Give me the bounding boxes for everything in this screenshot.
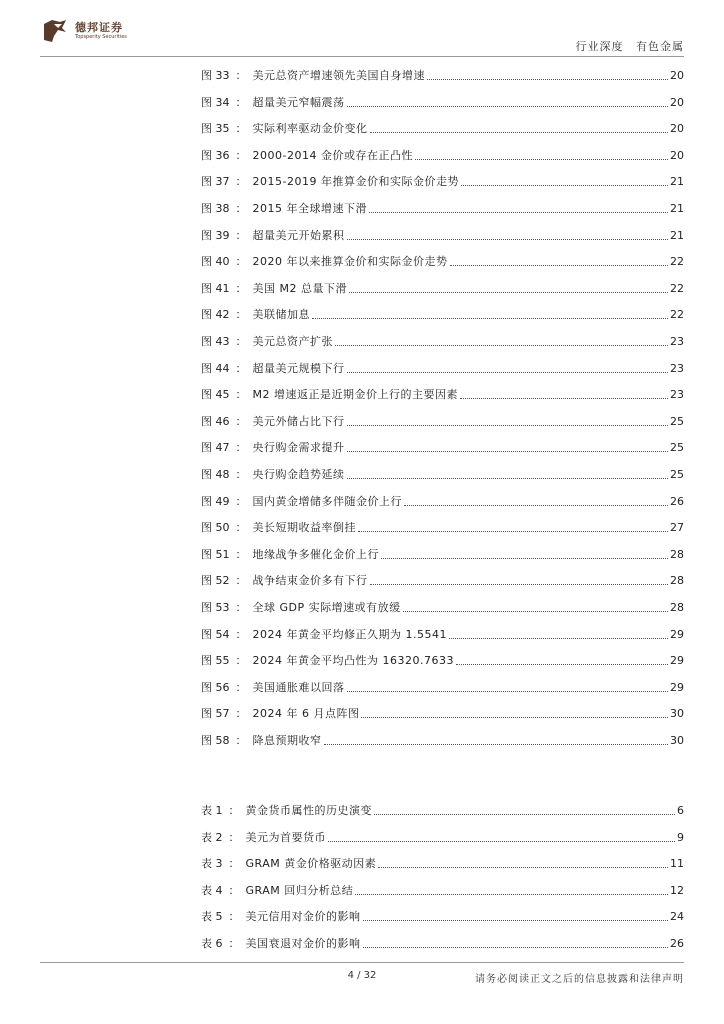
entry-page-number: 20 — [670, 148, 684, 162]
entry-title: M2 增速返正是近期金价上行的主要因素 — [252, 388, 458, 402]
entry-title: 战争结束金价多有下行 — [252, 574, 368, 588]
dot-leader — [450, 254, 669, 266]
entry-separator: ： — [235, 680, 247, 694]
entry-label: 表 2 — [201, 830, 223, 844]
dot-leader — [349, 281, 668, 293]
entry-separator: ： — [228, 804, 240, 817]
entry-label: 图 45 — [201, 388, 230, 402]
entry-separator: ： — [228, 883, 240, 897]
entry-title: 2024 年黄金平均修正久期为 1.5541 — [252, 627, 447, 641]
entry-separator: ： — [235, 228, 247, 242]
entry-separator: ： — [235, 69, 247, 82]
entry-title: 美国通胀难以回落 — [252, 680, 345, 694]
figure-entry[interactable] — [201, 467, 684, 483]
entry-title: 2020 年以来推算金价和实际金价走势 — [252, 255, 448, 269]
entry-title: 降息预期收窄 — [252, 734, 322, 747]
dot-leader — [363, 936, 669, 948]
entry-page-number: 28 — [670, 547, 684, 561]
entry-separator: ： — [235, 574, 247, 588]
entry-separator: ： — [235, 335, 247, 348]
entry-title: 美国 M2 总量下滑 — [252, 281, 347, 295]
entry-title: 美元总资产增速领先美国自身增速 — [252, 69, 425, 82]
entry-page-number: 6 — [677, 804, 684, 817]
entry-label: 图 57 — [201, 707, 230, 721]
entry-page-number: 26 — [670, 937, 684, 950]
entry-title: 2024 年 6 月点阵图 — [252, 707, 360, 721]
dot-leader — [347, 680, 669, 692]
dot-leader — [347, 467, 669, 479]
entry-page-number: 21 — [670, 175, 684, 189]
entry-separator: ： — [235, 547, 247, 561]
figure-entry[interactable] — [201, 387, 684, 403]
entry-title: 2024 年黄金平均凸性为 16320.7633 — [252, 654, 454, 668]
entry-label: 表 5 — [201, 910, 223, 924]
entry-label: 图 36 — [201, 148, 230, 162]
entry-separator: ： — [235, 361, 247, 375]
entry-title: GRAM 黄金价格驱动因素 — [245, 857, 377, 871]
figure-entry[interactable] — [201, 254, 684, 270]
entry-label: 图 46 — [201, 414, 230, 428]
logo-name-cn: 德邦证券 — [75, 21, 123, 34]
table-entry[interactable] — [201, 883, 684, 899]
entry-page-number: 20 — [670, 69, 684, 82]
dot-leader — [415, 148, 668, 160]
entry-title: 2015 年全球增速下滑 — [252, 202, 367, 215]
entry-page-number: 9 — [677, 830, 684, 844]
entry-page-number: 25 — [670, 414, 684, 428]
dot-leader — [378, 856, 668, 868]
figure-entry[interactable] — [201, 733, 684, 749]
entry-label: 表 6 — [201, 937, 223, 950]
logo — [40, 16, 127, 46]
entry-page-number: 25 — [670, 468, 684, 481]
entry-label: 图 43 — [201, 335, 230, 348]
disclaimer: 请务必阅读正文之后的信息披露和法律声明 — [475, 974, 684, 985]
report-sector: 有色金属 — [636, 40, 684, 53]
figure-entry[interactable] — [201, 121, 684, 137]
entry-label: 图 37 — [201, 175, 230, 189]
entry-separator: ： — [228, 830, 240, 844]
entry-page-number: 12 — [670, 883, 684, 897]
entry-label: 图 44 — [201, 361, 230, 375]
entry-title: 实际利率驱动金价变化 — [252, 122, 368, 136]
table-entry[interactable] — [201, 856, 684, 872]
footer-divider — [40, 962, 684, 963]
table-entry[interactable] — [201, 803, 684, 819]
entry-separator: ： — [235, 281, 247, 295]
entry-page-number: 26 — [670, 494, 684, 508]
figure-entry[interactable] — [201, 680, 684, 696]
entry-page-number: 22 — [670, 281, 684, 295]
entry-page-number: 30 — [670, 734, 684, 747]
entry-label: 图 50 — [201, 521, 230, 535]
dot-leader — [461, 174, 668, 186]
entry-title: 全球 GDP 实际增速或有放缓 — [252, 601, 401, 614]
entry-label: 图 51 — [201, 547, 230, 561]
figure-entry[interactable] — [201, 228, 684, 244]
entry-label: 图 38 — [201, 202, 230, 215]
entry-label: 图 35 — [201, 122, 230, 136]
entry-label: 图 39 — [201, 228, 230, 242]
dot-leader — [370, 573, 669, 585]
entry-separator: ： — [235, 202, 247, 215]
entry-page-number: 23 — [670, 388, 684, 402]
dot-leader — [404, 494, 668, 506]
dot-leader — [449, 627, 668, 639]
entry-separator: ： — [235, 255, 247, 269]
entry-separator: ： — [235, 388, 247, 402]
dot-leader — [355, 883, 668, 895]
dot-leader — [374, 803, 675, 815]
entry-title: 国内黄金增储多伴随金价上行 — [252, 494, 402, 508]
page-number: 4 / 32 — [347, 970, 377, 981]
entry-title: 央行购金趋势延续 — [252, 468, 345, 481]
logo-icon — [40, 16, 70, 46]
page-header — [0, 0, 724, 60]
entry-page-number: 29 — [670, 654, 684, 668]
dot-leader — [427, 68, 668, 80]
entry-page-number: 21 — [670, 228, 684, 242]
dot-leader — [347, 95, 669, 107]
entry-separator: ： — [235, 494, 247, 508]
figure-entry[interactable] — [201, 68, 684, 84]
entry-title: 黄金货币属性的历史演变 — [245, 804, 372, 817]
entry-page-number: 23 — [670, 335, 684, 348]
dot-leader — [403, 600, 668, 612]
entry-page-number: 28 — [670, 574, 684, 588]
entry-title: 超量美元窄幅震荡 — [252, 95, 345, 109]
entry-separator: ： — [235, 734, 247, 747]
entry-title: 超量美元开始累积 — [252, 228, 345, 242]
table-entry[interactable] — [201, 909, 684, 925]
figure-entry[interactable] — [201, 95, 684, 111]
entry-page-number: 11 — [670, 857, 684, 871]
entry-label: 图 42 — [201, 308, 230, 322]
entry-title: 美元总资产扩张 — [252, 335, 333, 348]
dot-leader — [460, 387, 668, 399]
entry-label: 表 3 — [201, 857, 223, 871]
entry-label: 图 54 — [201, 627, 230, 641]
figure-entry[interactable] — [201, 307, 684, 323]
dot-leader — [335, 334, 668, 346]
entry-separator: ： — [235, 601, 247, 614]
figure-entry[interactable] — [201, 627, 684, 643]
report-type: 行业深度 — [575, 40, 624, 53]
figure-entry[interactable] — [201, 520, 684, 536]
entry-page-number: 27 — [670, 521, 684, 535]
dot-leader — [456, 653, 668, 665]
entry-label: 图 53 — [201, 601, 230, 614]
figure-entry[interactable] — [201, 547, 684, 563]
report-category — [568, 38, 685, 54]
entry-title: 美联储加息 — [252, 308, 310, 322]
entry-title: 美元信用对金价的影响 — [245, 910, 361, 924]
figure-entry[interactable] — [201, 174, 684, 190]
entry-title: 超量美元规模下行 — [252, 361, 345, 375]
entry-separator: ： — [235, 95, 247, 109]
entry-label: 图 34 — [201, 95, 230, 109]
entry-separator: ： — [235, 468, 247, 481]
figure-entry[interactable] — [201, 334, 684, 350]
entry-separator: ： — [235, 654, 247, 668]
entry-label: 表 1 — [201, 804, 223, 817]
entry-separator: ： — [235, 521, 247, 535]
entry-separator: ： — [228, 937, 240, 950]
entry-page-number: 29 — [670, 680, 684, 694]
entry-title: 美元外储占比下行 — [252, 414, 345, 428]
logo-name-en: Topsperity Securities — [75, 34, 127, 40]
figure-entry[interactable] — [201, 494, 684, 510]
dot-leader — [347, 414, 669, 426]
dot-leader — [347, 228, 669, 240]
figure-entry[interactable] — [201, 361, 684, 377]
entry-page-number: 23 — [670, 361, 684, 375]
entry-title: 央行购金需求提升 — [252, 441, 345, 455]
figure-entry[interactable] — [201, 148, 684, 164]
entry-title: GRAM 回归分析总结 — [245, 883, 354, 897]
dot-leader — [347, 361, 669, 373]
entry-separator: ： — [235, 308, 247, 322]
entry-separator: ： — [235, 148, 247, 162]
table-entry[interactable] — [201, 830, 684, 846]
figure-entry[interactable] — [201, 201, 684, 217]
entry-page-number: 20 — [670, 122, 684, 136]
figure-entry[interactable] — [201, 653, 684, 669]
figure-entry[interactable] — [201, 281, 684, 297]
dot-leader — [381, 547, 668, 559]
entry-separator: ： — [228, 910, 240, 924]
entry-page-number: 24 — [670, 910, 684, 924]
entry-label: 图 47 — [201, 441, 230, 455]
dot-leader — [369, 201, 668, 213]
entry-label: 图 52 — [201, 574, 230, 588]
entry-title: 美国衰退对金价的影响 — [245, 937, 361, 950]
entry-title: 美元为首要货币 — [245, 830, 326, 844]
dot-leader — [363, 909, 669, 921]
entry-separator: ： — [235, 707, 247, 721]
entry-label: 表 4 — [201, 883, 223, 897]
entry-label: 图 40 — [201, 255, 230, 269]
entry-separator: ： — [235, 441, 247, 455]
entry-separator: ： — [235, 175, 247, 189]
entry-title: 2000-2014 金价或存在正凸性 — [252, 148, 413, 162]
dot-leader — [361, 706, 668, 718]
table-entry[interactable] — [201, 936, 684, 952]
entry-separator: ： — [235, 627, 247, 641]
header-divider — [40, 56, 684, 57]
entry-page-number: 22 — [670, 255, 684, 269]
entry-label: 图 41 — [201, 281, 230, 295]
dot-leader — [370, 121, 669, 133]
figure-entry[interactable] — [201, 600, 684, 616]
entry-label: 图 55 — [201, 654, 230, 668]
entry-title: 2015-2019 年推算金价和实际金价走势 — [252, 175, 459, 189]
figure-entry[interactable] — [201, 706, 684, 722]
entry-page-number: 29 — [670, 627, 684, 641]
entry-label: 图 33 — [201, 69, 230, 82]
dot-leader — [358, 520, 668, 532]
figure-entry[interactable] — [201, 573, 684, 589]
dot-leader — [328, 830, 675, 842]
entry-page-number: 25 — [670, 441, 684, 455]
entry-page-number: 20 — [670, 95, 684, 109]
entry-label: 图 48 — [201, 468, 230, 481]
entry-page-number: 22 — [670, 308, 684, 322]
entry-page-number: 21 — [670, 202, 684, 215]
entry-page-number: 28 — [670, 601, 684, 614]
figure-entry[interactable] — [201, 440, 684, 456]
entry-separator: ： — [228, 857, 240, 871]
dot-leader — [324, 733, 669, 745]
entry-separator: ： — [235, 414, 247, 428]
dot-leader — [347, 440, 669, 452]
entry-label: 图 58 — [201, 734, 230, 747]
entry-label: 图 56 — [201, 680, 230, 694]
figure-entry[interactable] — [201, 414, 684, 430]
entry-title: 美长短期收益率倒挂 — [252, 521, 356, 535]
entry-page-number: 30 — [670, 707, 684, 721]
dot-leader — [312, 307, 668, 319]
entry-title: 地缘战争多催化金价上行 — [252, 547, 379, 561]
entry-label: 图 49 — [201, 494, 230, 508]
entry-separator: ： — [235, 122, 247, 136]
